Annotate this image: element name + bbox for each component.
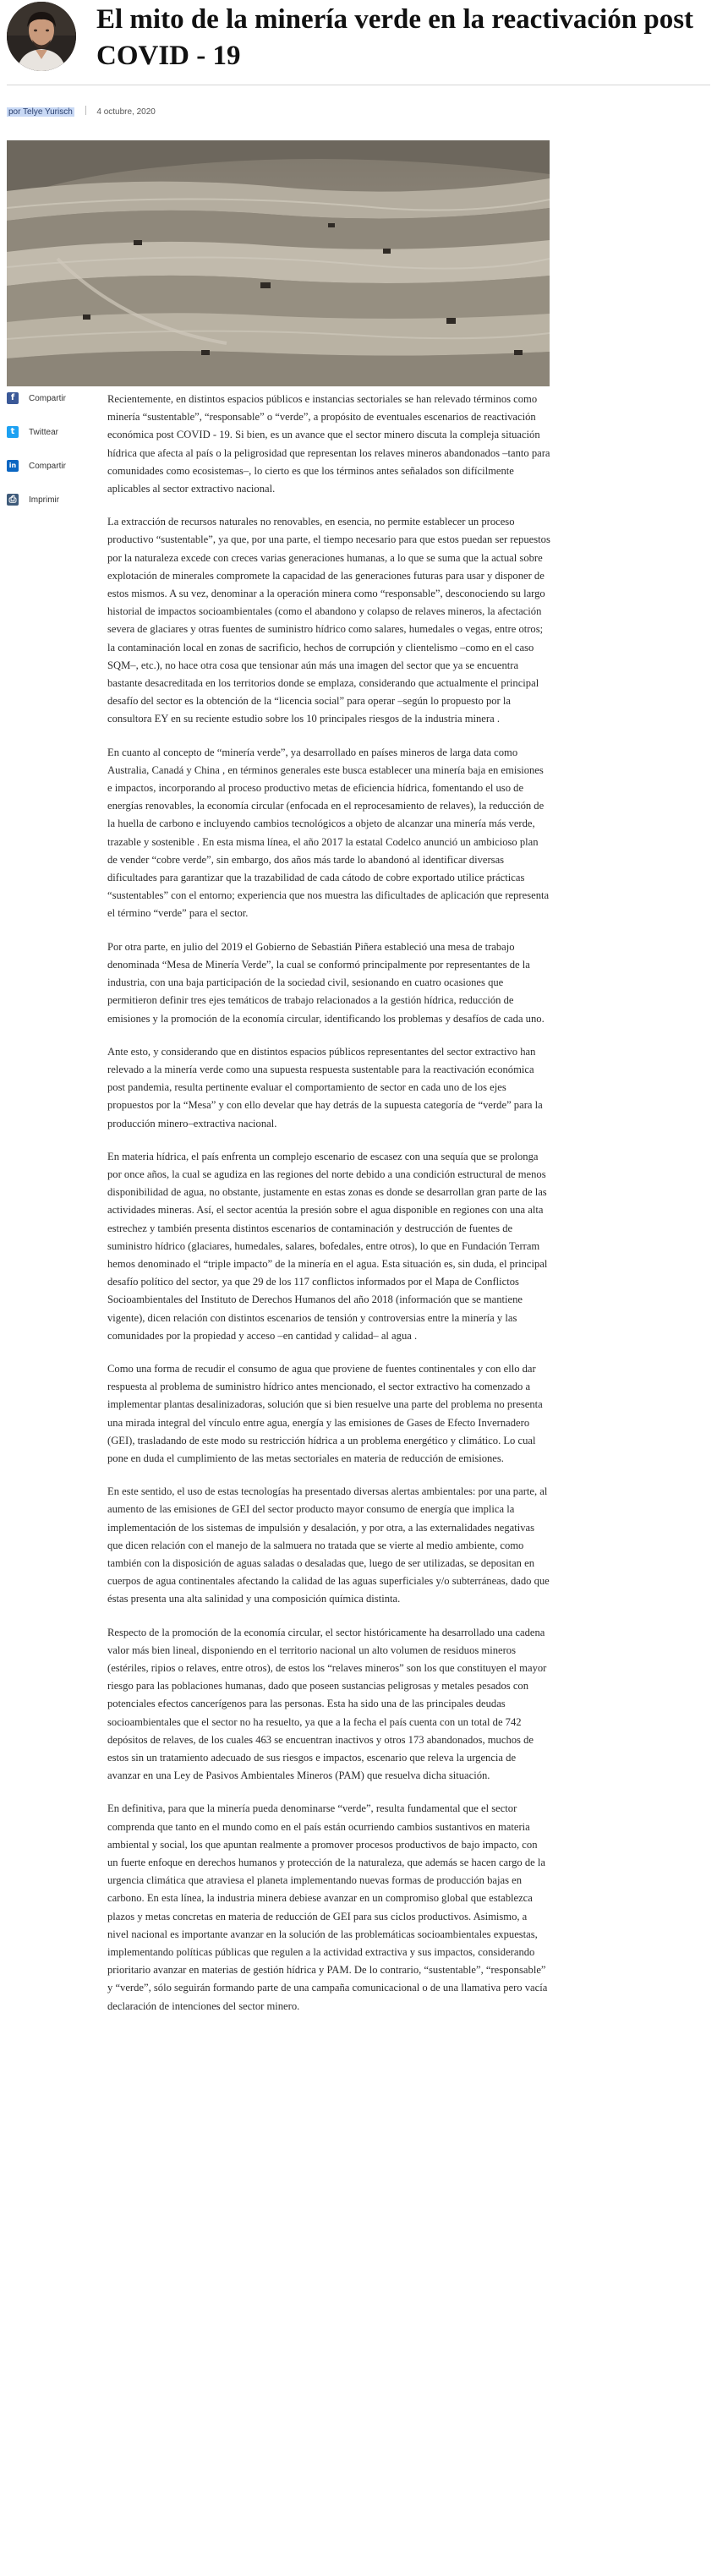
print-label: Imprimir [29, 495, 60, 505]
open-pit-mine-photo [7, 140, 550, 386]
author-portrait-image [7, 2, 76, 71]
print-button[interactable] [7, 492, 91, 507]
share-sidebar [7, 391, 91, 526]
author-link[interactable]: por Telye Yurisch [8, 107, 73, 117]
author-avatar[interactable] [7, 2, 76, 71]
share-linkedin-label: Compartir [29, 461, 66, 471]
byline [7, 106, 156, 118]
print-icon: ⎙ [7, 494, 19, 506]
article-body [107, 391, 550, 2031]
paragraph: La extracción de recursos naturales no renovables, en esencia, no permite establecer un proceso productivo “sustentable”, ya que, por una parte, el tiempo necesario para que estos puedan ser repuestos por la naturaleza excede con creces varias generaciones humanas, a lo que se suma que la actual sobre explotación de minerales compromete la capacidad de las generaciones futuras para usar y disponer de estos mismos. A su vez, denominar a la operación minera como “responsable”, desconociendo su largo historial de impactos socioambientales (como el abandono y colapso de relaves mineros, la afectación severa de glaciares y otras fuentes de suministro hídrico como salares, humedales o vegas, entre otros; la contaminación local en zonas de sacrificio, hechos de corrupción y clientelismo –como en el caso SQM–, etc.), no hace otra cosa que tensionar aún más una imagen del sector que ya se encuentra bastante desacreditada en los territorios donde se emplaza, considerando que actualmente el principal desafío del sector es la obtención de la “licencia social” para operar –según lo propuesto por la consultora EY en su reciente estudio sobre los 10 principales riesgos de la industria minera . [107, 516, 550, 725]
share-facebook-button[interactable] [7, 391, 91, 406]
hero-image [7, 140, 550, 386]
share-twitter-label: Twittear [29, 427, 59, 437]
paragraph: Por otra parte, en julio del 2019 el Gobierno de Sebastián Piñera estableció una mesa de trabajo denominada “Mesa de Minería Verde”, la cual se conformó principalmente por representantes de la industria, con una baja participación de la sociedad civil, sesionando en cuatro ocasiones que permitieron definir tres ejes temáticos de trabajo relacionados a la gestión hídrica, reducción de emisiones y la promoción de la economía circular, identificando los problemas y desafíos de cada uno. [107, 940, 545, 1025]
share-twitter-button[interactable] [7, 424, 91, 440]
share-facebook-label: Compartir [29, 393, 66, 403]
byline-separator [85, 106, 86, 115]
paragraph: Como una forma de recudir el consumo de agua que proviene de fuentes continentales y con ello dar respuesta al problema de suministro hídrico antes mencionado, el sector extractivo ha comenzado a implementar plantas desalinizadoras, solución que si bien resuelve una parte del problema no presenta una mirada integral del vínculo entre agua, energía y las emisiones de Gases de Efecto Invernadero (GEI), trasladando de este modo su restricción hídrica a un problema energético y climático. Lo cual pone en duda el cumplimiento de las metas sectoriales en materia de reducción de emisiones. [107, 1362, 543, 1464]
paragraph: Ante esto, y considerando que en distintos espacios públicos representantes del sector extractivo han relevado a la minería verde como una supuesta respuesta sustentable para la reactivación económica post pandemia, resulta pertinente evaluar el comportamiento de sector en cada uno de los ejes propuestos por la “Mesa” y con ello develar que hay detrás de la supuesta categoría de “verde” para la producción minero–extractiva nacional. [107, 1045, 543, 1129]
twitter-icon: t [7, 426, 19, 438]
share-linkedin-button[interactable] [7, 458, 91, 473]
publish-date: 4 octubre, 2020 [96, 107, 156, 117]
paragraph: Recientemente, en distintos espacios públicos e instancias sectoriales se han relevado términos como minería “sustentable”, “responsable” o “verde”, a propósito de eventuales escenarios de reactivación económica post COVID - 19. Si bien, es un avance que el sector minero discuta la compleja situación hídrica que afecta al país o la peligrosidad que representan los relaves mineros abandonados –tanto para comunidades como ecosistemas–, lo cierto es que los términos antes señalados son difícilmente aplicables al sector extractivo nacional. [107, 393, 550, 495]
paragraph: En este sentido, el uso de estas tecnologías ha presentado diversas alertas ambientales: por una parte, al aumento de las emisiones de GEI del sector producto mayor consumo de energía que implica la implementación de los sistemas de impulsión y desalación, y por otra, a las externalidades negativas que dicen relación con el manejo de la salmuera no tratada que se vierte al medio ambiente, como también con la disposición de aguas saladas o desaladas que, luego de ser utilizadas, se depositan en cuerpos de agua continentales afectando la calidad de las aguas superficiales y/o subterráneas, dado que éstas presenta una alta salinidad y una composición química distinta. [107, 1485, 550, 1605]
linkedin-icon: in [7, 460, 19, 472]
paragraph: En definitiva, para que la minería pueda denominarse “verde”, resulta fundamental que el sector comprenda que tanto en el mundo como en el país están ocurriendo cambios sustantivos en materia ambiental y social, los que apuntan realmente a promover procesos productivos de bajo impacto, con un fuerte enfoque en derechos humanos y protección de la naturaleza, que además se hacen cargo de la urgencia climática que atraviesa el planeta implementando nuevas formas de producción bajas en carbono. En esta línea, la industria minera debiese avanzar en un compromiso global que establezca plazos y metas concretas en materia de reducción de GEI para sus ciclos productivos. Asimismo, a nivel nacional es importante avanzar en la solución de las problemáticas socioambientales expuestas, implementando políticas públicas que regulen a la actividad extractiva y sus impactos, considerando prioritario avanzar en materias de gestión hídrica y PAM. De lo contrario, “sustentable”, “responsable” y “verde”, sólo seguirán formando parte de una campaña comunicacional o de una llamativa pero vacía declaración de intenciones del sector minero. [107, 1802, 548, 2012]
paragraph: En cuanto al concepto de “minería verde”, ya desarrollado en países mineros de larga data como Australia, Canadá y China , en términos generales este busca establecer una minería baja en emisiones e impactos, incorporando al proceso productivo metas de eficiencia hídrica, fomentando el uso de energías renovables, la economía circular (enfocada en el reprocesamiento de relaves), la reducción de la huella de carbono e incluyendo cambios tecnológicos a objeto de alcanzar una minería más verde, trazable y sostenible . En esta misma línea, el año 2017 la estatal Codelco anunció un ambicioso plan de vender “cobre verde”, sin embargo, dos años más tarde lo abandonó al identificar diversas dificultades para garantizar que la trazabilidad de cada cátodo de cobre exportado utilice prácticas “sustentables” con el entorno; experiencia que nos muestra las dificultades de aplicación que representa el término “verde” para el sector. [107, 746, 550, 920]
paragraph: Respecto de la promoción de la economía circular, el sector históricamente ha desarrollado una cadena valor más bien lineal, disponiendo en el territorio nacional un alto volumen de residuos mineros (estériles, ripios o relaves, entre otros), de estos los “relaves mineros” son los que constituyen el mayor riesgo para las poblaciones humanas, dado que poseen sustancias peligrosas y metales pesados con potenciales efectos cancerígenos para las personas. Esta ha sido una de las principales deudas socioambientales que el sector no ha resuelto, ya que a la fecha el país cuenta con un total de 742 depósitos de relaves, de los cuales 463 se encuentran inactivos y otros 173 abandonados, muchos de estos sin un tratamiento adecuado de sus riesgos e impactos, escenario que releva la urgencia de avanzar en una Ley de Pasivos Ambientales Mineros (PAM) que resuelva dicha situación. [107, 1626, 547, 1782]
facebook-icon: f [7, 392, 19, 404]
paragraph: En materia hídrica, el país enfrenta un complejo escenario de escasez con una sequía que se prolonga por once años, la cual se agudiza en las regiones del norte debido a una condición estructural de menos disponibilidad de agua, no obstante, justamente en estas zonas es donde se desarrollan gran parte de las actividades mineras. Así, el sector acentúa la presión sobre el agua disponible en regiones con una alta estrechez y también presenta distintos escenarios de contaminación y destrucción de fuentes de suministro hídrico (glaciares, humedales, salares, bofedales, entre otros), lo que en Fundación Terram hemos denominado el “triple impacto” de la minería en el agua. Esta situación es, sin duda, el principal desafío político del sector, ya que 29 de los 117 conflictos informados por el Mapa de Conflictos Socioambientales del Instituto de Derechos Humanos del año 2018 (información que se mantiene vigente), dicen relación con distintos escenarios de tensión y controversias entre la minería y las comunidades por la propiedad y acceso –en cantidad y calidad– al agua . [107, 1150, 548, 1342]
article-title: El mito de la minería verde en la reactivación post COVID - 19 [96, 4, 694, 71]
